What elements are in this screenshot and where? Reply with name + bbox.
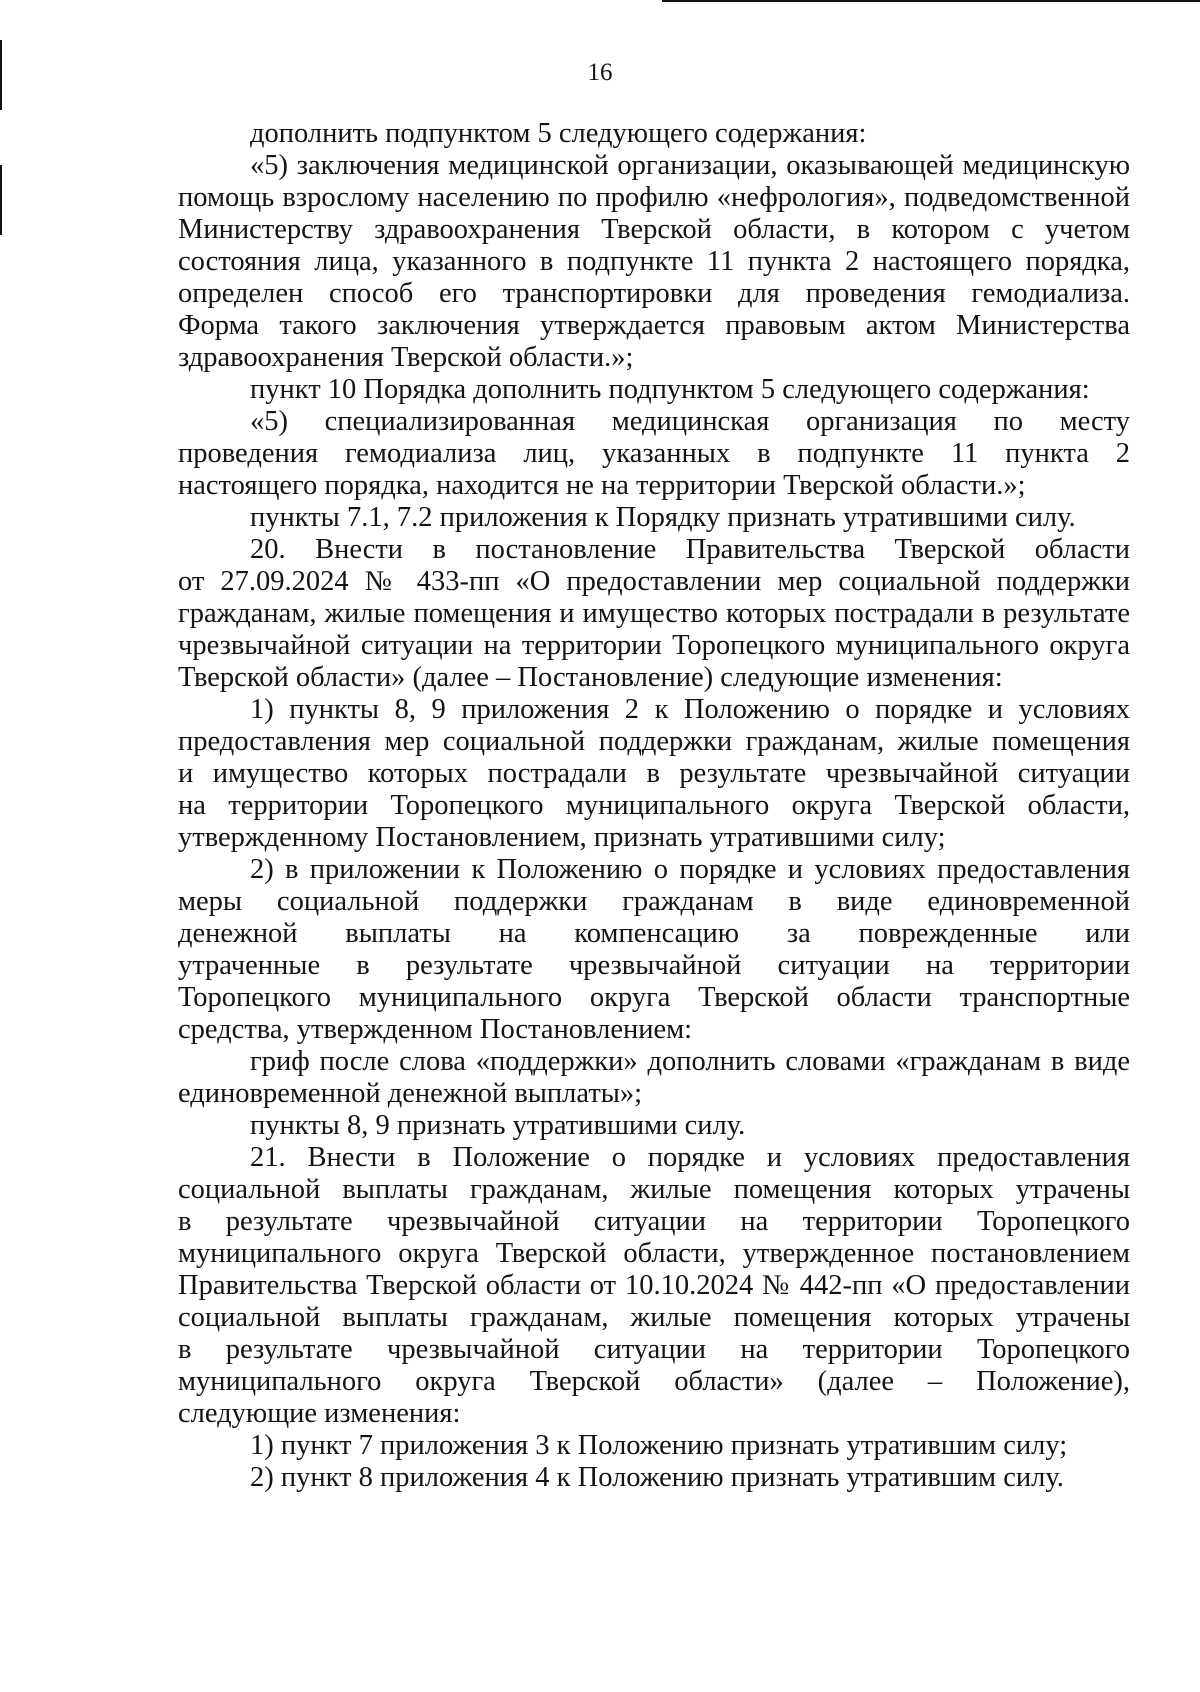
scan-edge-mark [0, 165, 2, 235]
text-line: «5) специализированная медицинская организация по месту [250, 406, 1130, 437]
text-line: социальной выплаты гражданам, жилые помещения которых утрачены [178, 1174, 1130, 1205]
scan-edge-mark [662, 0, 1200, 2]
text-line: в результате чрезвычайной ситуации на территории Торопецкого [178, 1206, 1130, 1237]
text-line: пункты 7.1, 7.2 приложения к Порядку признать утратившими силу. [250, 502, 1076, 533]
text-line: Правительства Тверской области от 10.10.2024 № 442-пп «О предоставлении [178, 1270, 1130, 1301]
text-line: средства, утвержденном Постановлением: [178, 1014, 693, 1045]
text-line: 2) пункт 8 приложения 4 к Положению признать утратившим силу. [250, 1462, 1064, 1493]
text-line: определен способ его транспортировки для проведения гемодиализа. [178, 278, 1130, 309]
text-line: Торопецкого муниципального округа Тверской области транспортные [178, 982, 1130, 1013]
page-number: 16 [587, 59, 613, 86]
text-line: утраченные в результате чрезвычайной ситуации на территории [178, 950, 1130, 981]
text-line: на территории Торопецкого муниципального округа Тверской области, [178, 790, 1130, 821]
text-line: муниципального округа Тверской области» (далее – Положение), [178, 1366, 1130, 1397]
text-line: пункт 10 Порядка дополнить подпунктом 5 следующего содержания: [250, 374, 1090, 405]
text-line: 2) в приложении к Положению о порядке и условиях предоставления [250, 854, 1130, 885]
text-line: помощь взрослому населению по профилю «нефрология», подведомственной [178, 182, 1130, 213]
text-line: гриф после слова «поддержки» дополнить словами «гражданам в виде [250, 1046, 1130, 1077]
text-line: проведения гемодиализа лиц, указанных в подпункте 11 пункта 2 [178, 438, 1130, 469]
text-line: муниципального округа Тверской области, утвержденное постановлением [178, 1238, 1130, 1269]
text-line: социальной выплаты гражданам, жилые помещения которых утрачены [178, 1302, 1130, 1333]
text-line: меры социальной поддержки гражданам в виде единовременной [178, 886, 1130, 917]
text-line: здравоохранения Тверской области.»; [178, 342, 634, 373]
text-line: дополнить подпунктом 5 следующего содержания: [250, 118, 867, 149]
text-line: утвержденному Постановлением, признать утратившими силу; [178, 822, 946, 853]
text-line: в результате чрезвычайной ситуации на территории Торопецкого [178, 1334, 1130, 1365]
text-line: единовременной денежной выплаты»; [178, 1078, 643, 1109]
text-line: чрезвычайной ситуации на территории Торопецкого муниципального округа [178, 630, 1130, 661]
text-line: следующие изменения: [178, 1398, 461, 1429]
text-line: 1) пункты 8, 9 приложения 2 к Положению о порядке и условиях [250, 694, 1130, 725]
text-line: Тверской области» (далее – Постановление) следующие изменения: [178, 662, 1003, 693]
text-line: Министерству здравоохранения Тверской области, в котором с учетом [178, 214, 1130, 245]
text-line: денежной выплаты на компенсацию за поврежденные или [178, 918, 1130, 949]
text-line: состояния лица, указанного в подпункте 11 пункта 2 настоящего порядка, [178, 246, 1130, 277]
text-line: предоставления мер социальной поддержки гражданам, жилые помещения [178, 726, 1130, 757]
text-line: 20. Внести в постановление Правительства Тверской области [250, 534, 1130, 565]
text-line: настоящего порядка, находится не на территории Тверской области.»; [178, 470, 1026, 501]
text-line: и имущество которых пострадали в результате чрезвычайной ситуации [178, 758, 1130, 789]
text-line: от 27.09.2024 № 433-пп «О предоставлении мер социальной поддержки [178, 566, 1130, 597]
text-line: 1) пункт 7 приложения 3 к Положению признать утратившим силу; [250, 1430, 1068, 1461]
text-line: 21. Внести в Положение о порядке и условиях предоставления [250, 1142, 1130, 1173]
text-line: пункты 8, 9 признать утратившими силу. [250, 1110, 746, 1141]
text-line: «5) заключения медицинской организации, оказывающей медицинскую [250, 150, 1130, 181]
text-line: гражданам, жилые помещения и имущество которых пострадали в результате [178, 598, 1130, 629]
text-line: Форма такого заключения утверждается правовым актом Министерства [178, 310, 1130, 341]
